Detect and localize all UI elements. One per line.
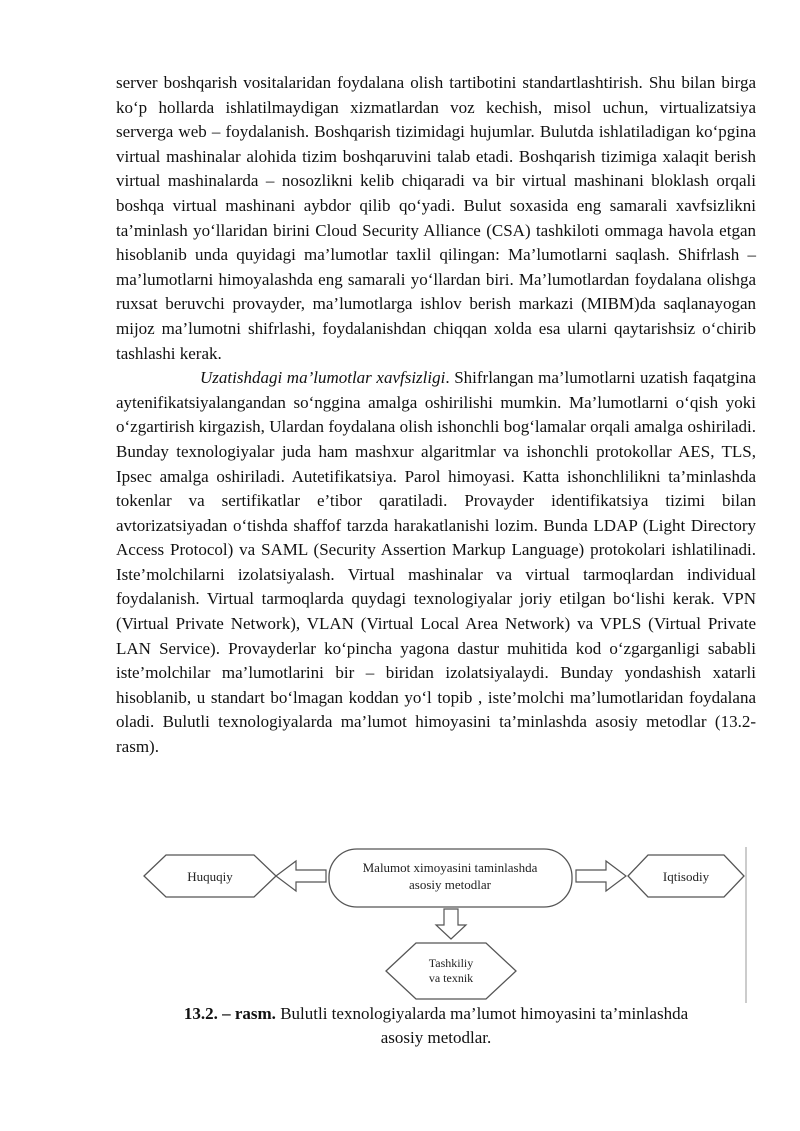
- center-box-line1: Malumot ximoyasini taminlashda: [362, 860, 538, 875]
- left-hexagon-label: Huquqiy: [187, 869, 233, 884]
- paragraph-2-text: . Shifrlangan ma’lumotlarni uzatish faqatgina aytenifikatsiyalangandan soʻnggina amalga oshirilishi mumkin. Ma’lumotlarni oʻqish yoki oʻzgartirish kirgazish, Ulardan foydalana olish ishonchli bogʻlamalar orqali amalga oshiriladi. Bunday texnologiyalar juda ham mashxur algaritmlar va ishonchli protokollar AES, TLS, Ipsec amalga oshiriladi. Autetifikatsiya. Parol himoyasi. Katta ishonchlilikni ta’minlashda tokenlar va sertifikatlar e’tibor qaratiladi. Provayder identifikatsiya tizimi bilan avtorizatsiyadan oʻtishda shaffof tarzda harakatlanishi lozim. Bunda LDAP (Light Directory Access Protocol) va SAML (Security Assertion Markup Language) protokolari ishlatilinadi. Iste’molchilarni izolatsiyalash. Virtual mashinalar va virtual tarmoqlardan individual foydalanish. Virtual tarmoqlarda quydagi texnologiyalar joriy etilgan boʻlishi kerak. VPN (Virtual Private Network), VLAN (Virtual Local Area Network) va VPLS (Virtual Private LAN Service). Provayderlar koʻpincha yagona dastur muhitida kod oʻzgarganligi sababli iste’molchilar ma’lumotlarini bir – biridan izolatsiyalaydi. Bunday yondashish xatarli hisoblanib, u standart boʻlmagan koddan yoʻl topib , iste’molchi ma’lumotlaridan foydalana oladi. Bulutli texnologiyalarda ma’lumot himoyasini ta’minlashda asosiy metodlar (13.2-rasm).: [116, 368, 756, 757]
- caption-line-1: [116, 1002, 756, 1026]
- paragraph-1: server boshqarish vositalaridan foydalana olish tartibotini standartlashtirish. Shu bilan birga koʻp hollarda ishlatilmaydigan xizmatlardan voz kechish, misol uchun, virtualizatsiya serverga web – foydalanish. Boshqarish tizimidagi hujumlar. Bulutda ishlatiladigan koʻpgina virtual mashinalar alohida tizim boshqaruvini talab etadi. Boshqarish tizimiga xalaqit berish virtual mashinalarda – nosozlikni kelib chiqaradi va bir virtual mashinani bloklash orqali boshqa virtual mashinani aybdor qilib qoʻyadi. Bulut soxasida eng samarali xavfsizlikni ta’minlash yoʻllaridan birini Cloud Security Alliance (CSA) tashkiloti ommaga havola etgan hisoblanib unda quyidagi ma’lumotlar taxlil qilingan: Ma’lumotlarni saqlash. Shifrlash – ma’lumotlarni himoyalashda eng samarali yoʻllardan biri. Ma’lumotlardan foydalana olishga ruxsat beruvchi provayder, ma’lumotlarga ishlov berish markazi (MIBM)da saqlanayogan mijoz ma’lumotni shifrlashi, foydalanishdan chiqqan xolda esa ularni qaytarishsiz oʻchirib tashlashi kerak.: [116, 73, 756, 363]
- center-box-line2: asosiy metodlar: [409, 877, 491, 892]
- bottom-shape-line2: va texnik: [428, 971, 474, 985]
- caption-text-2: asosiy metodlar.: [380, 1028, 492, 1047]
- caption-text-1: Bulutli texnologiyalarda ma’lumot himoyasini ta’minlashda: [275, 1004, 689, 1023]
- figure-caption: [116, 1002, 756, 1050]
- caption-label: 13.2. – rasm.: [183, 1004, 276, 1023]
- paragraph-2: [116, 366, 756, 760]
- left-arrow: [276, 861, 326, 891]
- down-arrow: [436, 909, 466, 939]
- document-body: [116, 71, 756, 760]
- bottom-shape-line1: Tashkiliy: [428, 956, 474, 970]
- paragraph-2-heading: Uzatishdagi ma’lumotlar xavfsizligi: [200, 368, 446, 388]
- methods-diagram: [116, 843, 756, 1003]
- diagram-svg: [116, 843, 756, 1003]
- right-hexagon-label: Iqtisodiy: [662, 869, 710, 884]
- right-arrow: [576, 861, 626, 891]
